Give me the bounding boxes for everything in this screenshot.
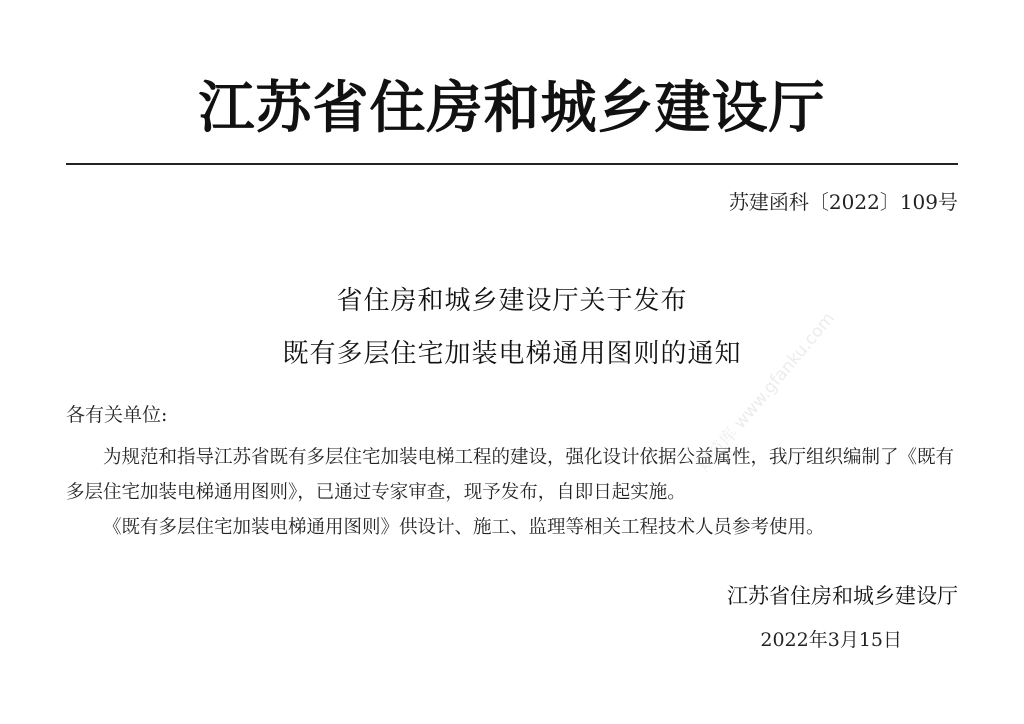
signature-date: 2022年3月15日 [760,629,902,651]
header-divider [66,163,958,165]
notice-title-line2: 既有多层住宅加装电梯通用图则的通知 [282,339,742,369]
salutation: 各有关单位: [66,404,168,426]
document-number: 苏建函科〔2022〕109号 [728,190,958,214]
signature-issuer: 江苏省住房和城乡建设厅 [727,584,958,608]
notice-title-line1: 省住房和城乡建设厅关于发布 [336,286,688,316]
issuer-title: 江苏省住房和城乡建设厅 [198,76,826,141]
watermark: 规范库 www.gfanku.com [693,308,839,477]
body-paragraph-2: 《既有多层住宅加装电梯通用图则》供设计、施工、监理等相关工程技术人员参考使用。 [103,517,825,538]
notice-body [66,440,964,545]
body-paragraph-1: 为规范和指导江苏省既有多层住宅加装电梯工程的建设，强化设计依据公益属性，我厅组织编制了《既有多层住宅加装电梯通用图则》，已通过专家审查，现予发布，自即日起实施。 [66,447,955,503]
